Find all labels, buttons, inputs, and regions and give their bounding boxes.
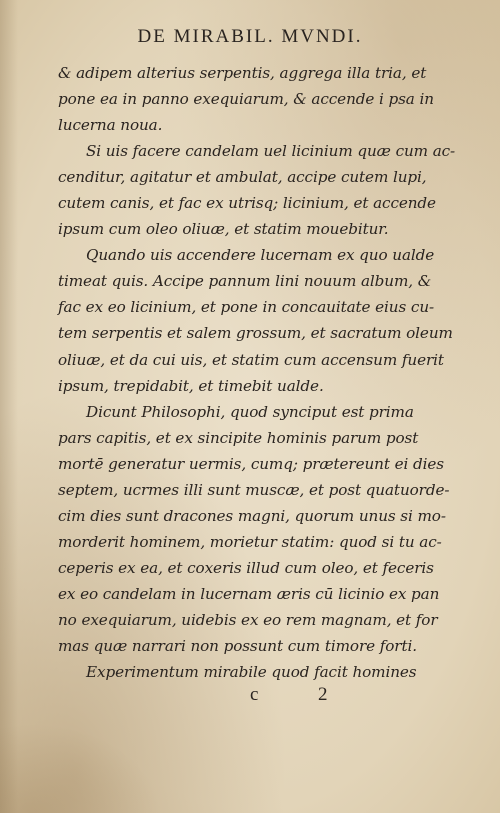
text-line: timeat quis. Accipe pannum lini nouum album, & <box>58 272 432 291</box>
text-line: Quando uis accendere lucernam ex quo ualde <box>86 246 435 265</box>
text-line: tem serpentis et salem grossum, et sacratum oleum <box>58 324 453 343</box>
text-line: mas quæ narrari non possunt cum timore forti. <box>58 637 417 656</box>
text-line: pone ea in panno exequiarum, & accende i psa in <box>58 90 434 109</box>
text-line: morderit hominem, morietur statim: quod si tu ac- <box>58 532 442 551</box>
text-line: cutem canis, et fac ex utrisq; licinium, et accende <box>58 194 436 213</box>
running-header: DE MIRABIL. MVNDI. <box>137 26 363 47</box>
signature-letter: c <box>250 684 259 705</box>
page-stain <box>0 723 160 813</box>
text-line: ipsum cum oleo oliuæ, et statim mouebitur. <box>58 220 389 239</box>
text-line: septem, ucrmes illi sunt muscæ, et post quatuorde- <box>58 480 450 499</box>
text-line: Dicunt Philosophi, quod synciput est prima <box>86 402 414 421</box>
text-line: ceperis ex ea, et coxeris illud cum oleo, et feceris <box>58 558 434 577</box>
text-line: Si uis facere candelam uel licinium quæ cum ac- <box>86 142 456 161</box>
text-line: oliuæ, et da cui uis, et statim cum accensum fuerit <box>58 350 444 369</box>
text-line: ipsum, trepidabit, et timebit ualde. <box>58 376 324 395</box>
signature-mark <box>0 684 500 714</box>
text-line: lucerna noua. <box>58 116 163 135</box>
text-line: mortē generatur uermis, cumq; prætereunt ei dies <box>58 454 444 473</box>
text-line: fac ex eo licinium, et pone in concauitate eius cu- <box>58 298 435 317</box>
text-line: Experimentum mirabile quod facit homines <box>86 663 417 682</box>
text-line: pars capitis, et ex sincipite hominis parum post <box>58 428 419 447</box>
text-line: ex eo candelam in lucernam æris cū licinio ex pan <box>58 584 440 603</box>
body-text <box>58 60 456 685</box>
text-line: cim dies sunt dracones magni, quorum unus si mo- <box>58 506 446 525</box>
text-line: & adipem alterius serpentis, aggrega illa tria, et <box>58 64 427 82</box>
signature-number: 2 <box>318 684 328 705</box>
text-line: cenditur, agitatur et ambulat, accipe cutem lupi, <box>58 168 427 187</box>
text-line: no exequiarum, uidebis ex eo rem magnam, et for <box>58 610 438 629</box>
